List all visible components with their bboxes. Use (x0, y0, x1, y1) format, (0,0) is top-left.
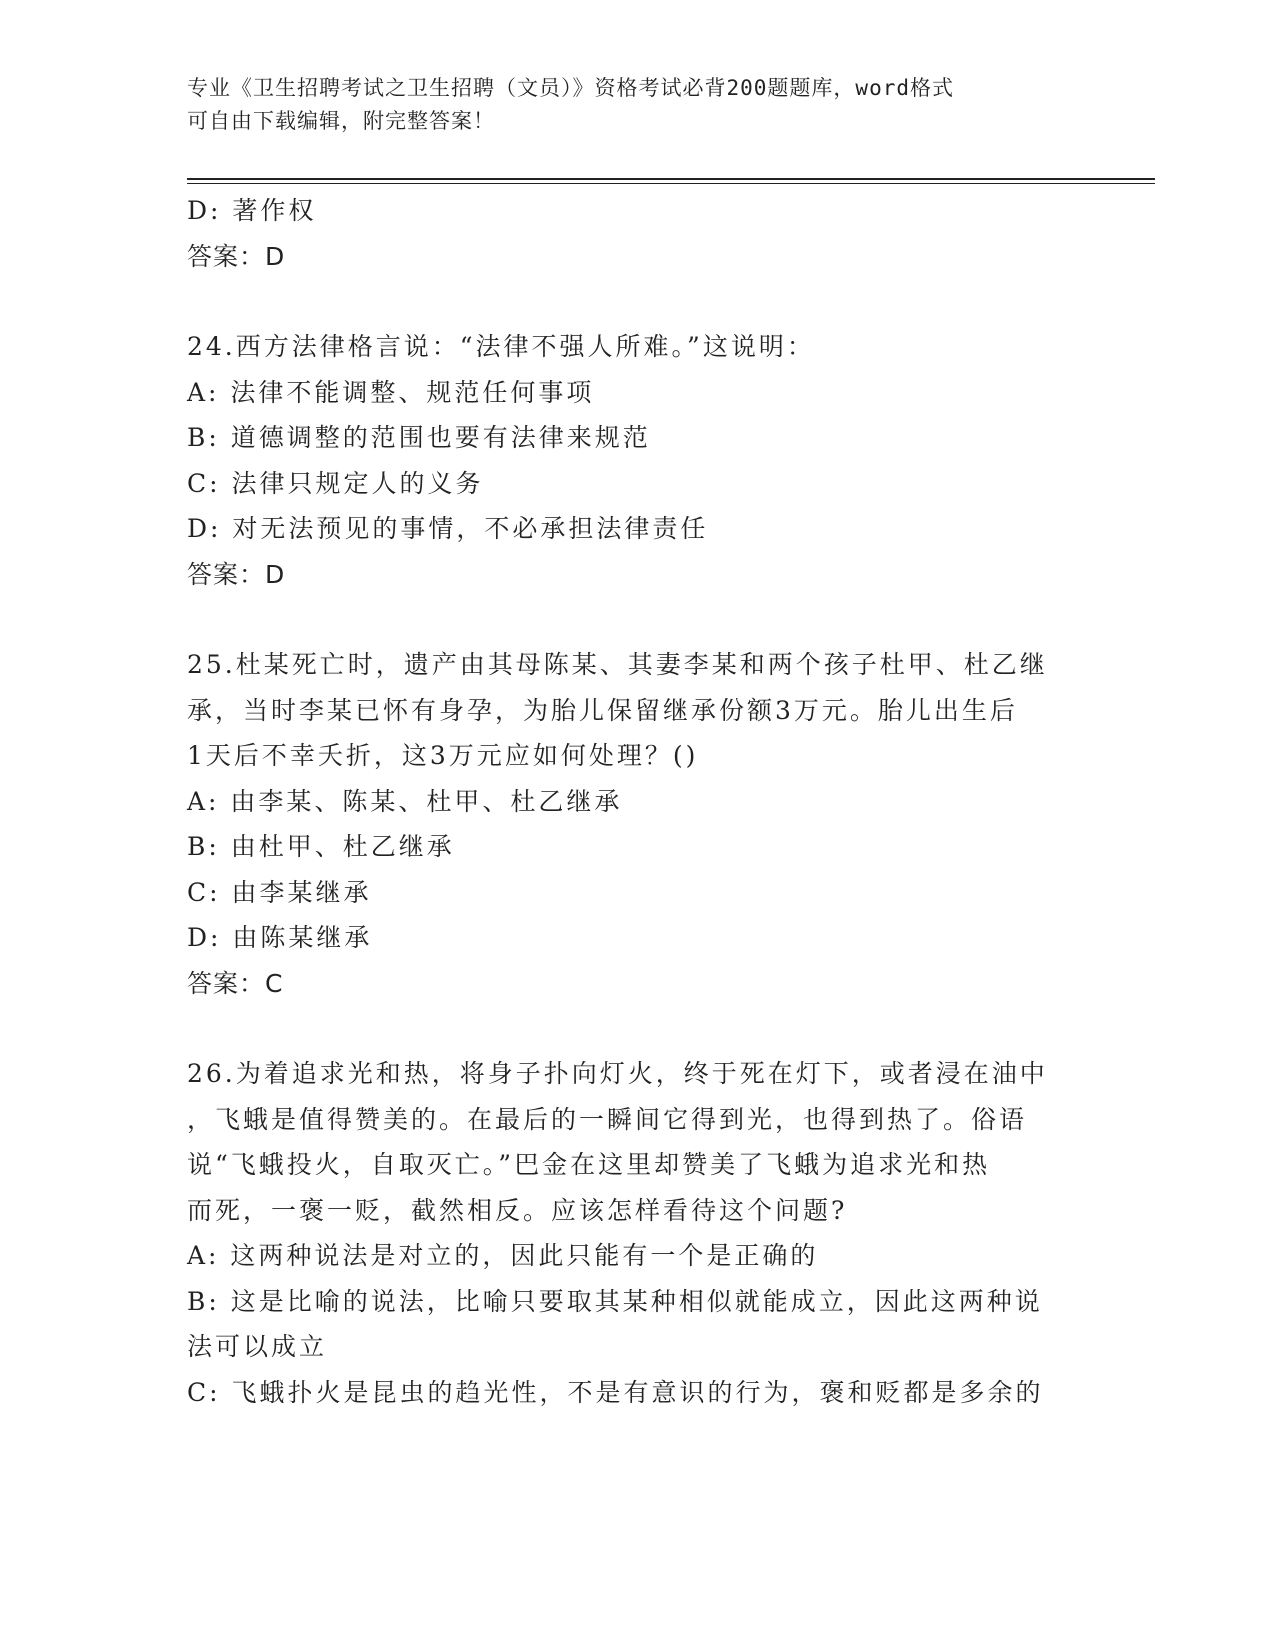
question-stem-line-1: 26.为着追求光和热，将身子扑向灯火，终于死在灯下，或者浸在油中 (187, 1059, 1048, 1088)
option-c: C: 由李某继承 (187, 877, 372, 907)
question-stem-line-1: 25.杜某死亡时，遗产由其母陈某、其妻李某和两个孩子杜甲、杜乙继 (187, 650, 1048, 679)
question-content (187, 188, 1077, 1415)
spacer (187, 1006, 1077, 1051)
option-a: A: 这两种说法是对立的，因此只能有一个是正确的 (187, 1241, 819, 1270)
header-divider-thick (187, 178, 1155, 180)
spacer (187, 597, 1077, 642)
question-stem-line-2: ，飞蛾是值得赞美的。在最后的一瞬间它得到光，也得到热了。俗语 (187, 1104, 1028, 1134)
question-stem-line-2: 承，当时李某已怀有身孕，为胎儿保留继承份额3万元。胎儿出生后 (187, 695, 1018, 725)
question-26 (187, 1051, 1077, 1415)
question-stem-line-3: 说“飞蛾投火，自取灭亡。”巴金在这里却赞美了飞蛾为追求光和热 (187, 1150, 991, 1179)
option-c: C: 法律只规定人的义务 (187, 468, 484, 498)
question-stem-line-3: 1天后不幸夭折，这3万元应如何处理？() (187, 741, 699, 770)
header-title-line-1: 专业《卫生招聘考试之卫生招聘（文员）》资格考试必背200题题库，word格式 (187, 76, 954, 100)
answer: 答案：C (187, 968, 284, 998)
option-b-line-2: 法可以成立 (187, 1332, 328, 1361)
option-b: B: 由杜甲、杜乙继承 (187, 832, 455, 861)
option-a: A: 法律不能调整、规范任何事项 (187, 377, 595, 407)
question-24 (187, 324, 1077, 597)
header-title-line-2: 可自由下载编辑，附完整答案！ (187, 109, 495, 133)
option-d: D: 由陈某继承 (187, 923, 373, 952)
answer: 答案：D (187, 559, 286, 589)
option-b-line-1: B: 这是比喻的说法，比喻只要取其某种相似就能成立，因此这两种说 (187, 1286, 1043, 1316)
spacer (187, 279, 1077, 324)
header-divider-thin (187, 183, 1155, 184)
document-header (187, 72, 1067, 138)
answer: 答案：D (187, 241, 286, 271)
question-stem: 24.西方法律格言说：“法律不强人所难。”这说明： (187, 332, 815, 361)
option-d: D: 对无法预见的事情，不必承担法律责任 (187, 514, 709, 543)
option-d: D: 著作权 (187, 196, 317, 225)
option-a: A: 由李某、陈某、杜甲、杜乙继承 (187, 786, 623, 816)
question-25 (187, 642, 1077, 1006)
option-b: B: 道德调整的范围也要有法律来规范 (187, 423, 651, 452)
question-23-tail (187, 188, 1077, 279)
question-stem-line-4: 而死，一褒一贬，截然相反。应该怎样看待这个问题? (187, 1195, 848, 1225)
option-c: C: 飞蛾扑火是昆虫的趋光性，不是有意识的行为，褒和贬都是多余的 (187, 1377, 1044, 1407)
